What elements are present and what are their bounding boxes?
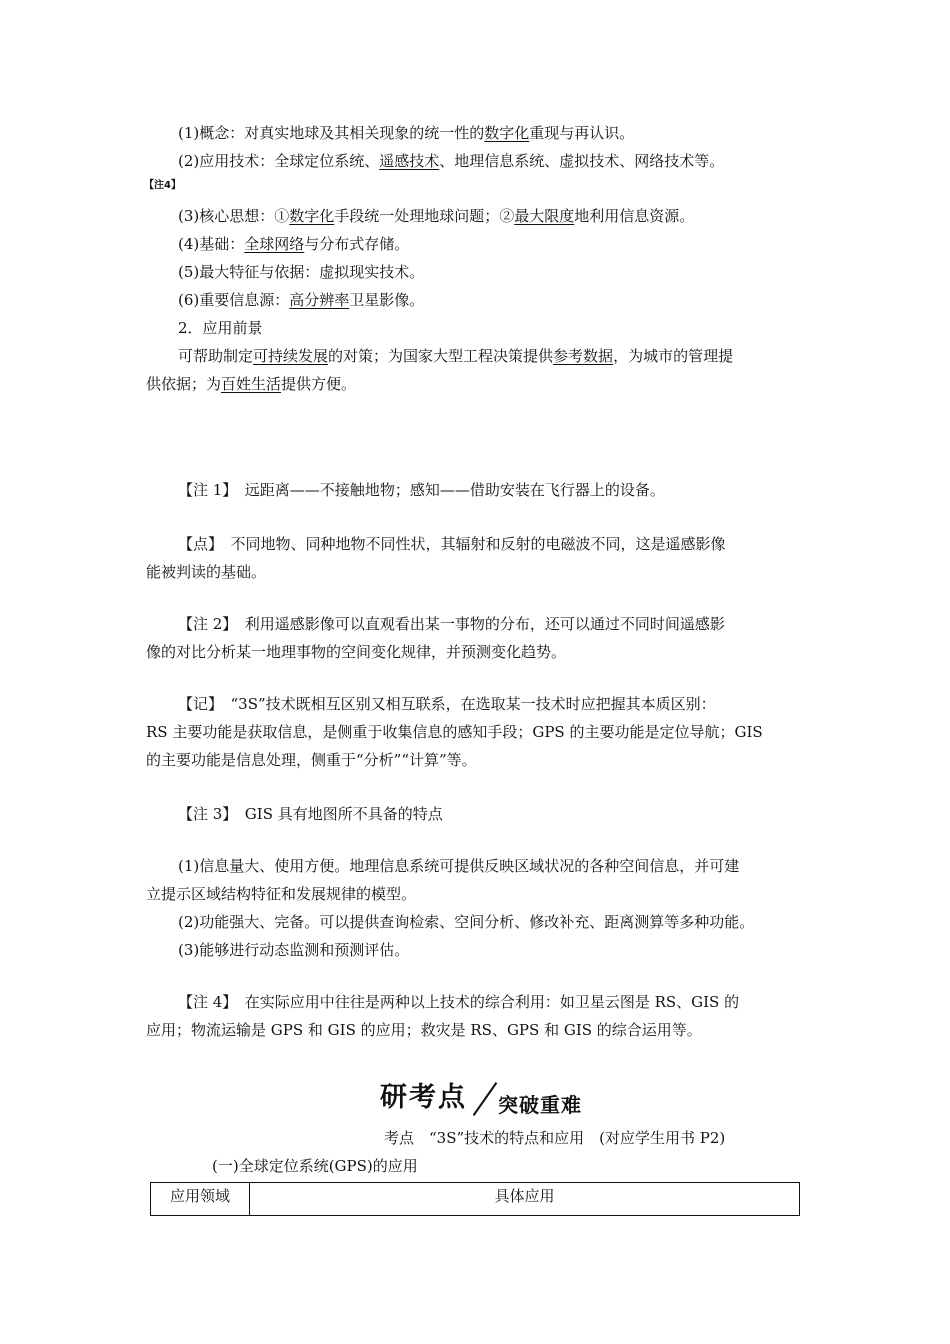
note-2-line-1: 【注 2】 利用遥感影像可以直观看出某一事物的分布，还可以通过不同时间遥感影 [178,615,725,633]
note-4-line-1: 【注 4】 在实际应用中往往是两种以上技术的综合利用：如卫星云图是 RS、GIS 的 [178,993,740,1011]
banner-sub-text: 突破重难 [498,1093,582,1117]
banner-slash [473,1082,498,1116]
point-line-1: 【点】 不同地物、同种地物不同性状，其辐射和反射的电磁波不同，这是遥感影像 [178,535,726,553]
exam-point-heading: 考点 “3S”技术的特点和应用 (对应学生用书 P2) [384,1129,726,1147]
remember-line-2: RS 主要功能是获取信息，是侧重于收集信息的感知手段；GPS 的主要功能是定位导航；GIS [146,723,763,741]
concept-line-1: (1)概念：对真实地球及其相关现象的统一性的数字化重现与再认识。 [178,124,635,142]
remember-line-3: 的主要功能是信息处理，侧重于“分析”“计算”等。 [146,751,477,769]
note-2-line-2: 像的对比分析某一地理事物的空间变化规律，并预测变化趋势。 [146,643,567,661]
gis-feature-1a: (1)信息量大、使用方便。地理信息系统可提供反映区域状况的各种空间信息，并可建 [178,857,740,875]
note4-tag: 【注4】 [144,180,181,191]
gis-feature-1b: 立提示区域结构特征和发展规律的模型。 [146,885,417,903]
table-header-field: 应用领域 [151,1183,250,1216]
note-4-line-2: 应用；物流运输是 GPS 和 GIS 的应用；救灾是 RS、GPS 和 GIS 的综合运用等。 [146,1021,702,1039]
concept-line-5: (5)最大特征与依据：虚拟现实技术。 [178,263,425,281]
prospect-heading: 2．应用前景 [178,319,263,337]
prospect-line-1: 可帮助制定可持续发展的对策；为国家大型工程决策提供参考数据，为城市的管理提 [178,347,734,365]
table-header-application: 具体应用 [250,1183,800,1216]
section-banner [380,1075,620,1121]
concept-line-3: (3)核心思想：①数字化手段统一处理地球问题；②最大限度地利用信息资源。 [178,207,695,225]
gps-application-table [150,1182,800,1216]
gps-heading: (一)全球定位系统(GPS)的应用 [212,1157,418,1175]
gis-feature-3: (3)能够进行动态监测和预测评估。 [178,941,410,959]
concept-line-2: (2)应用技术：全球定位系统、遥感技术、地理信息系统、虚拟技术、网络技术等。 [178,152,725,170]
concept-line-6: (6)重要信息源：高分辨率卫星影像。 [178,291,425,309]
gis-feature-2: (2)功能强大、完备。可以提供查询检索、空间分析、修改补充、距离测算等多种功能。 [178,913,755,931]
prospect-line-2: 供依据；为百姓生活提供方便。 [146,375,357,393]
banner-main-text: 研考点 [380,1082,467,1113]
concept-line-4: (4)基础：全球网络与分布式存储。 [178,235,410,253]
note-3: 【注 3】 GIS 具有地图所不具备的特点 [178,805,443,823]
note-1: 【注 1】 远距离——不接触地物；感知——借助安装在飞行器上的设备。 [178,481,665,499]
point-line-2: 能被判读的基础。 [146,563,267,581]
table-header-row [151,1183,800,1216]
remember-line-1: 【记】 “3S”技术既相互区别又相互联系，在选取某一技术时应把握其本质区别： [178,695,716,713]
